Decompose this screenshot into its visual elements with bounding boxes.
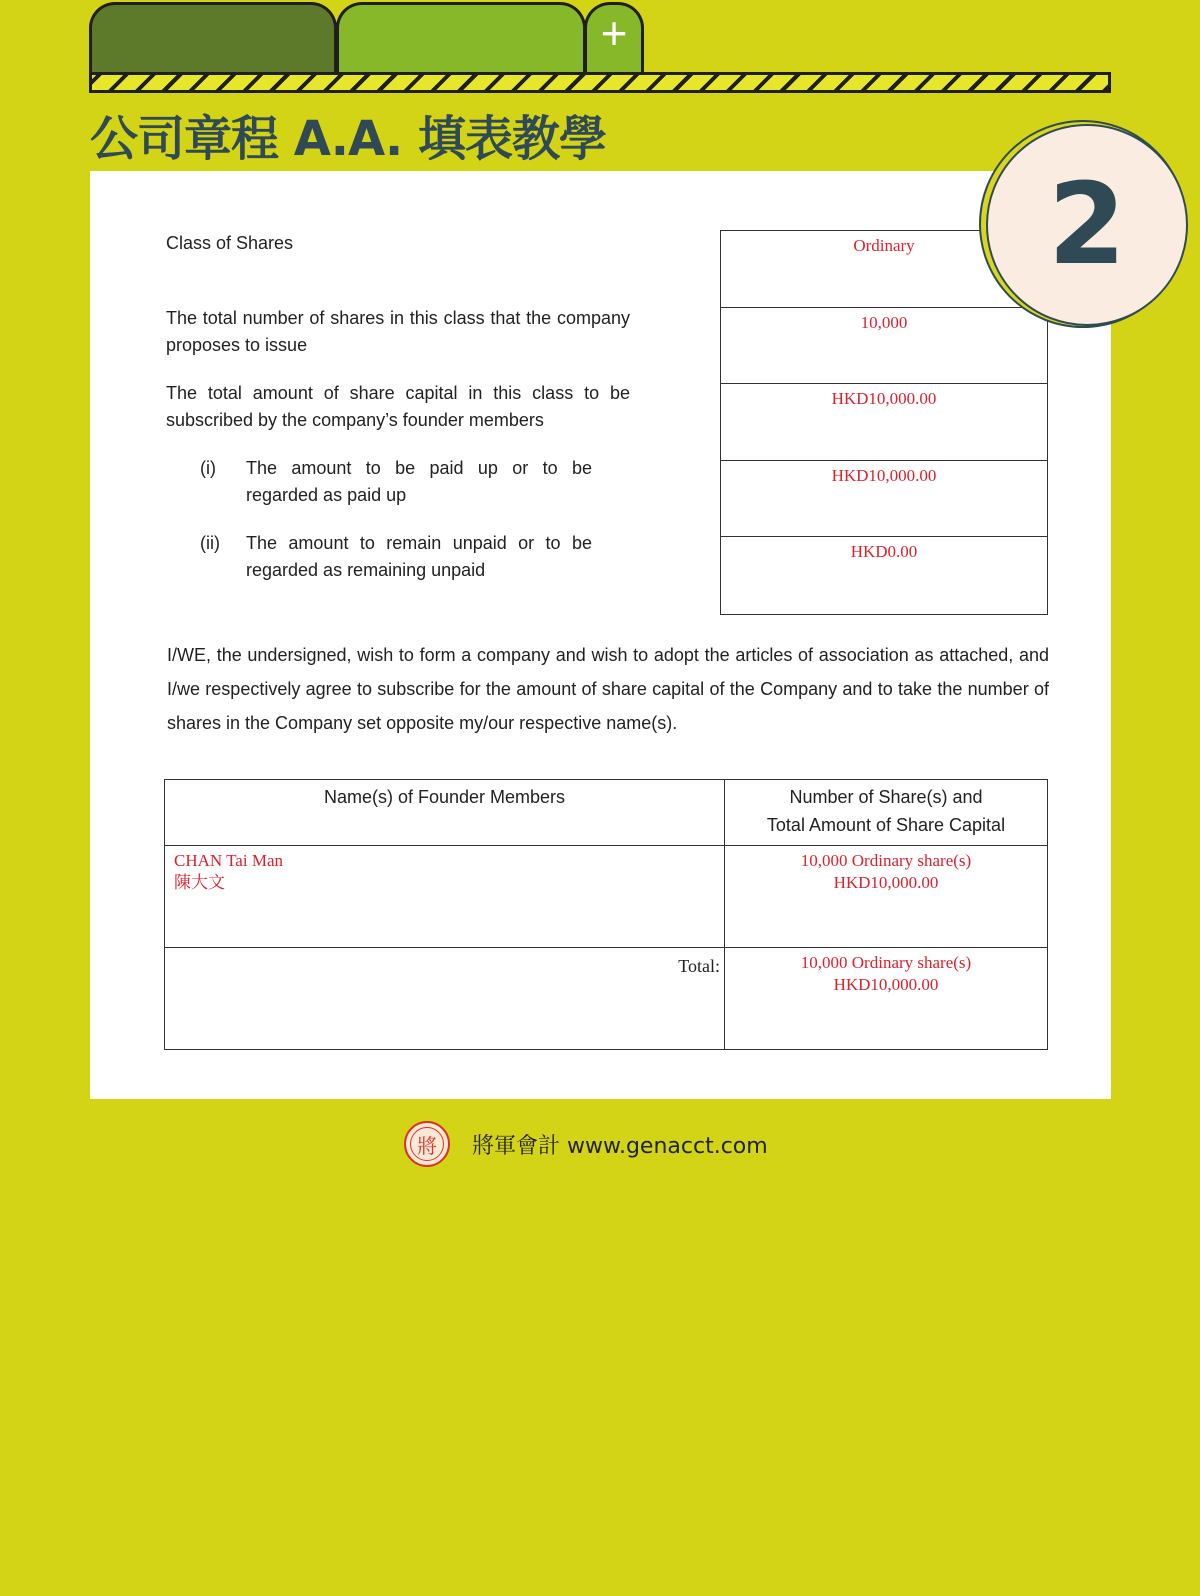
label-class-of-shares: Class of Shares [166,233,294,253]
value-paid-up: HKD10,000.00 [721,461,1047,538]
footer [404,1119,768,1169]
plus-icon: + [600,6,628,59]
footer-brand-url [472,1129,768,1160]
value-unpaid: HKD0.00 [850,542,918,561]
founder-members-table [164,779,1048,1050]
value-total-shares: 10,000 [721,308,1047,385]
founder-shares: 10,000 Ordinary share(s) [800,851,972,870]
total-shares-cell [725,948,1048,1050]
table-total-row [165,948,1048,1050]
founder-name-zh: 陳大文 [174,873,225,892]
footer-url[interactable]: www.genacct.com [567,1133,768,1159]
total-amount: HKD10,000.00 [833,975,939,994]
total-label: Total: [165,948,725,1050]
founder-amount: HKD10,000.00 [833,873,939,892]
step-number: 2 [1048,160,1126,290]
founder-name-en: CHAN Tai Man [174,851,283,870]
label-unpaid: The amount to remain unpaid or to be regarded as remaining unpaid [246,533,592,580]
hatched-divider [89,72,1111,93]
founder-name-cell [165,846,725,948]
table-row [165,846,1048,948]
footer-brand: 將軍會計 [472,1133,561,1159]
label-total-shares: The total number of shares in this class that the company proposes to issue [166,308,630,355]
form-document [90,171,1111,1099]
share-values-box [720,230,1048,615]
value-class: Ordinary [721,231,1047,308]
brand-seal-icon: 將 [404,1121,450,1167]
header-shares-capital: Number of Share(s) and Total Amount of Share Capital [725,780,1048,846]
numeral-i: (i) [200,458,216,478]
total-shares: 10,000 Ordinary share(s) [800,953,972,972]
label-paid-up: The amount to be paid up or to be regarded as paid up [246,458,592,505]
founder-shares-cell [725,846,1048,948]
step-badge [986,124,1188,326]
page-title: 公司章程 A.A. 填表教學 [90,111,606,167]
numeral-ii: (ii) [200,533,220,553]
tab-2[interactable] [336,2,586,76]
label-total-capital: The total amount of share capital in this class to be subscribed by the company’s founder members [166,383,630,430]
header-founder-names: Name(s) of Founder Members [165,780,725,846]
value-total-capital: HKD10,000.00 [721,384,1047,461]
tab-1[interactable] [89,2,337,76]
add-tab-button[interactable] [584,2,644,76]
declaration-text: I/WE, the undersigned, wish to form a company and wish to adopt the articles of association as attached, and I/we respectively agree to subscribe for the amount of share capital of the Company and to take the number of shares in the Company set opposite my/our respective name(s). [167,645,1049,733]
table-header-row [165,780,1048,846]
